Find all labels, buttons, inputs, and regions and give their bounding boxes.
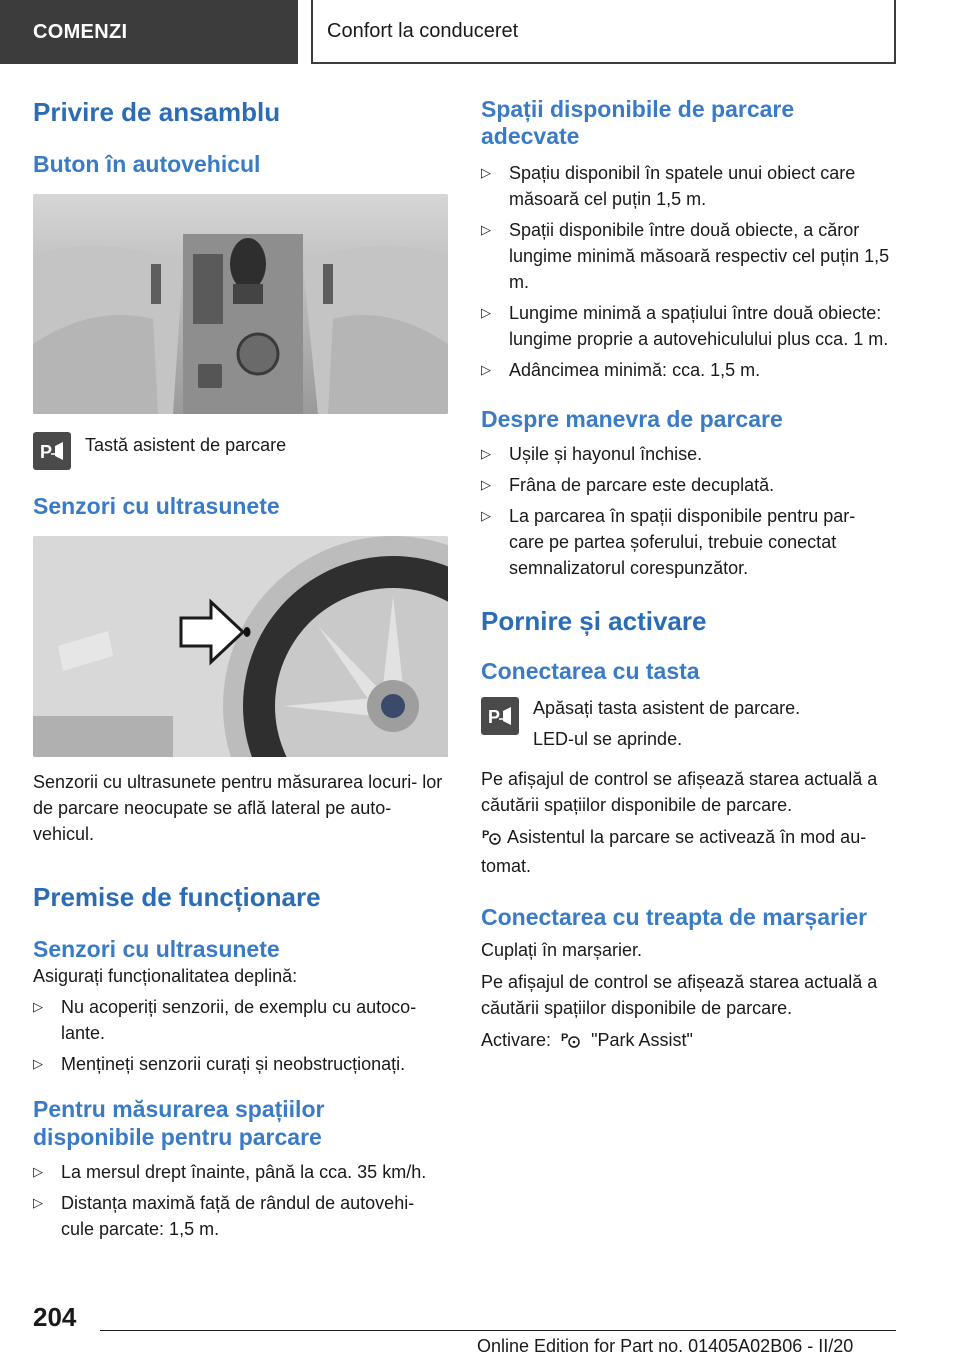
key-step-press: Apăsați tasta asistent de parcare. <box>533 698 801 718</box>
list-item: ▷ Frâna de parcare este decuplată. <box>481 472 893 498</box>
sensors-description: Senzorii cu ultrasunete pentru măsurarea locuri- lor de parcare neocupate se află lateral pe auto- vehicul. <box>33 772 443 844</box>
chapter-tab <box>311 0 896 64</box>
bullet-triangle-icon: ▷ <box>481 446 491 461</box>
list-item: ▷ Adâncimea minimă: cca. 1,5 m. <box>481 357 893 383</box>
heading-function-premises: Premise de funcționare <box>33 882 321 912</box>
page-number: 204 <box>33 1302 77 1332</box>
bullet-triangle-icon: ▷ <box>481 362 491 377</box>
heading-parking-maneuver: Despre manevra de parcare <box>481 406 783 432</box>
section-title: COMENZI <box>33 20 128 43</box>
svg-text:P: P <box>488 707 501 727</box>
section-tab <box>0 0 298 64</box>
bullet-triangle-icon: ▷ <box>481 305 491 320</box>
parking-assist-button-icon <box>33 432 71 470</box>
heading-measure-spaces: Pentru măsurarea spațiilor disponibile pentru parcare <box>33 1096 325 1150</box>
bullet-triangle-icon: ▷ <box>481 165 491 180</box>
sensors2-list <box>33 994 448 1077</box>
heading-connect-reverse: Conectarea cu treapta de marșarier <box>481 904 868 930</box>
footer-edition: Online Edition for Part no. 01405A02B06 - II/20 <box>477 1336 854 1356</box>
heading-start-activation: Pornire și activare <box>481 606 707 636</box>
list-item: ▷ Distanța maximă față de rândul de autovehi- cule parcate: 1,5 m. <box>33 1190 448 1242</box>
list-item: ▷ Mențineți senzorii curați și neobstrucționați. <box>33 1051 448 1077</box>
right-column <box>481 96 893 1056</box>
maneuver-list <box>481 441 893 581</box>
heading-connect-key: Conectarea cu tasta <box>481 658 700 684</box>
svg-text:P: P <box>482 829 490 841</box>
wheel-sensor-photo <box>33 536 448 757</box>
list-item: ▷ Lungime minimă a spațiului între două obiecte: lungime proprie a autovehiculului plus cca. 1 m. <box>481 300 893 352</box>
heading-suitable-spaces: Spații disponibile de parcare adecvate <box>481 96 795 149</box>
reverse-activation: Activare: P "Park Assist" <box>481 1027 893 1056</box>
parking-assist-symbol-icon <box>560 1029 582 1056</box>
footer-divider <box>100 1330 896 1331</box>
bullet-triangle-icon: ▷ <box>481 477 491 492</box>
button-caption-row <box>33 432 448 470</box>
parking-assist-button-icon <box>481 697 519 735</box>
heading-ultrasonic-sensors-2: Senzori cu ultrasunete <box>33 936 280 962</box>
key-step-led: LED-ul se aprinde. <box>533 729 683 749</box>
key-auto-activate: P Asistentul la parcare se activează în mod au- tomat. <box>481 827 867 876</box>
list-item: ▷ La parcarea în spații disponibile pentru par- care pe partea șoferului, trebuie conectat semnalizatorul corespunzător. <box>481 503 893 581</box>
button-caption: Tastă asistent de parcare <box>85 435 287 455</box>
svg-text:P: P <box>40 442 53 462</box>
reverse-engage: Cuplați în marșarier. <box>481 940 643 960</box>
sensors2-intro: Asigurați funcționalitatea deplină: <box>33 966 298 986</box>
left-column <box>33 96 448 1242</box>
heading-ultrasonic-sensors: Senzori cu ultrasunete <box>33 493 280 519</box>
bullet-triangle-icon: ▷ <box>481 222 491 237</box>
bullet-triangle-icon: ▷ <box>33 1164 43 1179</box>
heading-button-in-vehicle: Buton în autovehicul <box>33 151 261 177</box>
list-item: ▷ Nu acoperiți senzorii, de exemplu cu autoco- lante. <box>33 994 448 1046</box>
bullet-triangle-icon: ▷ <box>33 1056 43 1071</box>
chapter-title: Confort la conduceret <box>327 19 519 42</box>
center-console-photo <box>33 194 448 414</box>
key-instruction-row <box>481 697 893 752</box>
list-item: ▷ La mersul drept înainte, până la cca. 35 km/h. <box>33 1159 448 1185</box>
measure-list <box>33 1159 448 1242</box>
svg-text:P: P <box>561 1032 569 1044</box>
list-item: ▷ Ușile și hayonul închise. <box>481 441 893 467</box>
bullet-triangle-icon: ▷ <box>33 999 43 1014</box>
list-item: ▷ Spații disponibile între două obiecte, a căror lungime minimă măsoară respectiv cel puțin 1,5 m. <box>481 217 893 295</box>
reverse-status-text: Pe afișajul de control se afișează starea actuală a căutării spațiilor disponibile de parcare. <box>481 972 878 1018</box>
parking-assist-symbol-icon <box>481 826 503 853</box>
bullet-triangle-icon: ▷ <box>481 508 491 523</box>
bullet-triangle-icon: ▷ <box>33 1195 43 1210</box>
key-status-text: Pe afișajul de control se afișează starea actuală a căutării spațiilor disponibile de parcare. <box>481 769 878 815</box>
heading-overview: Privire de ansamblu <box>33 97 281 127</box>
spaces-list <box>481 160 893 383</box>
list-item: ▷ Spațiu disponibil în spatele unui obiect care măsoară cel puțin 1,5 m. <box>481 160 893 212</box>
